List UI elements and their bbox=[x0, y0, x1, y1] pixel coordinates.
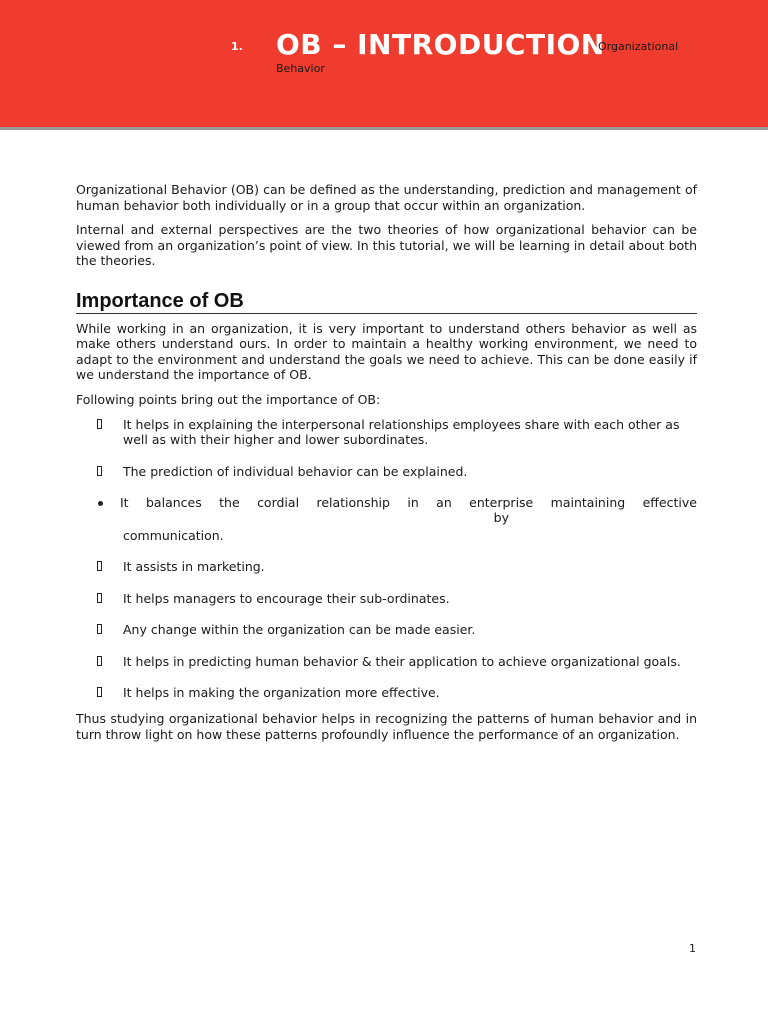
bullet-icon bbox=[97, 687, 102, 697]
list-item-text: It helps in predicting human behavior & their application to achieve organizational goals. bbox=[123, 653, 681, 669]
chapter-subtitle-part2: Behavior bbox=[276, 62, 325, 75]
list-item bbox=[76, 622, 697, 638]
list-item bbox=[76, 591, 697, 607]
word: balances bbox=[146, 495, 202, 511]
bullet-dot-icon bbox=[98, 501, 103, 506]
bullet-icon bbox=[97, 593, 102, 603]
bullet-icon bbox=[97, 656, 102, 666]
list-item bbox=[76, 559, 697, 575]
list-item bbox=[76, 417, 697, 448]
word: relationship bbox=[316, 495, 390, 511]
word: the bbox=[219, 495, 240, 511]
section-paragraph: Following points bring out the importance of OB: bbox=[76, 391, 381, 407]
list-item-text: The prediction of individual behavior can be explained. bbox=[123, 463, 468, 479]
list-item bbox=[76, 464, 697, 480]
word: It bbox=[120, 495, 129, 511]
importance-list bbox=[76, 417, 697, 702]
intro-paragraph: Internal and external perspectives are the two theories of how organizational behavior can be viewed from an organization’s point of view. In this tutorial, we will be learning in detail about both the theories. bbox=[76, 222, 697, 269]
list-item-line bbox=[120, 495, 697, 511]
chapter-subtitle-part1: Organizational bbox=[598, 40, 679, 53]
word: communication. bbox=[123, 527, 224, 543]
section-paragraph: While working in an organization, it is very important to understand others behavior as well as make others understand ours. In order to maintain a healthy working environment, we need to adapt to the environment and understand the goals we need to achieve. This can be done easily if we understand the importance of OB. bbox=[76, 320, 697, 383]
bullet-icon bbox=[97, 624, 102, 634]
document-body bbox=[76, 182, 697, 751]
intro-paragraph: Organizational Behavior (OB) can be defined as the understanding, prediction and management of human behavior both individually or in a group that occur within an organization. bbox=[76, 182, 697, 213]
chapter-banner bbox=[0, 0, 768, 130]
list-item-text: It helps in making the organization more effective. bbox=[123, 685, 440, 701]
word: effective bbox=[642, 495, 697, 511]
conclusion-paragraph: Thus studying organizational behavior helps in recognizing the patterns of human behavior and in turn throw light on how these patterns profoundly influence the performance of an organization. bbox=[76, 711, 697, 742]
word: enterprise bbox=[469, 495, 534, 511]
bullet-icon bbox=[97, 561, 102, 571]
list-item-text: Any change within the organization can be made easier. bbox=[123, 622, 476, 638]
word: an bbox=[436, 495, 452, 511]
list-item bbox=[76, 685, 697, 701]
section-heading: Importance of OB bbox=[76, 294, 697, 314]
bullet-icon bbox=[97, 419, 102, 429]
bullet-icon bbox=[97, 466, 102, 476]
page-number: 1 bbox=[689, 942, 696, 955]
word: maintaining bbox=[550, 495, 626, 511]
chapter-number: 1. bbox=[231, 40, 243, 53]
chapter-title: OB – INTRODUCTION bbox=[276, 28, 605, 61]
list-item-text: It helps managers to encourage their sub-ordinates. bbox=[123, 590, 450, 606]
list-item bbox=[76, 654, 697, 670]
list-item-text: It helps in explaining the interpersonal relationships employees share with each other as well as with their higher and lower subordinates. bbox=[123, 416, 680, 448]
word: by bbox=[493, 509, 509, 525]
list-item-text: It assists in marketing. bbox=[123, 559, 265, 575]
word: cordial bbox=[257, 495, 300, 511]
word: in bbox=[407, 495, 419, 511]
list-item bbox=[76, 495, 697, 543]
